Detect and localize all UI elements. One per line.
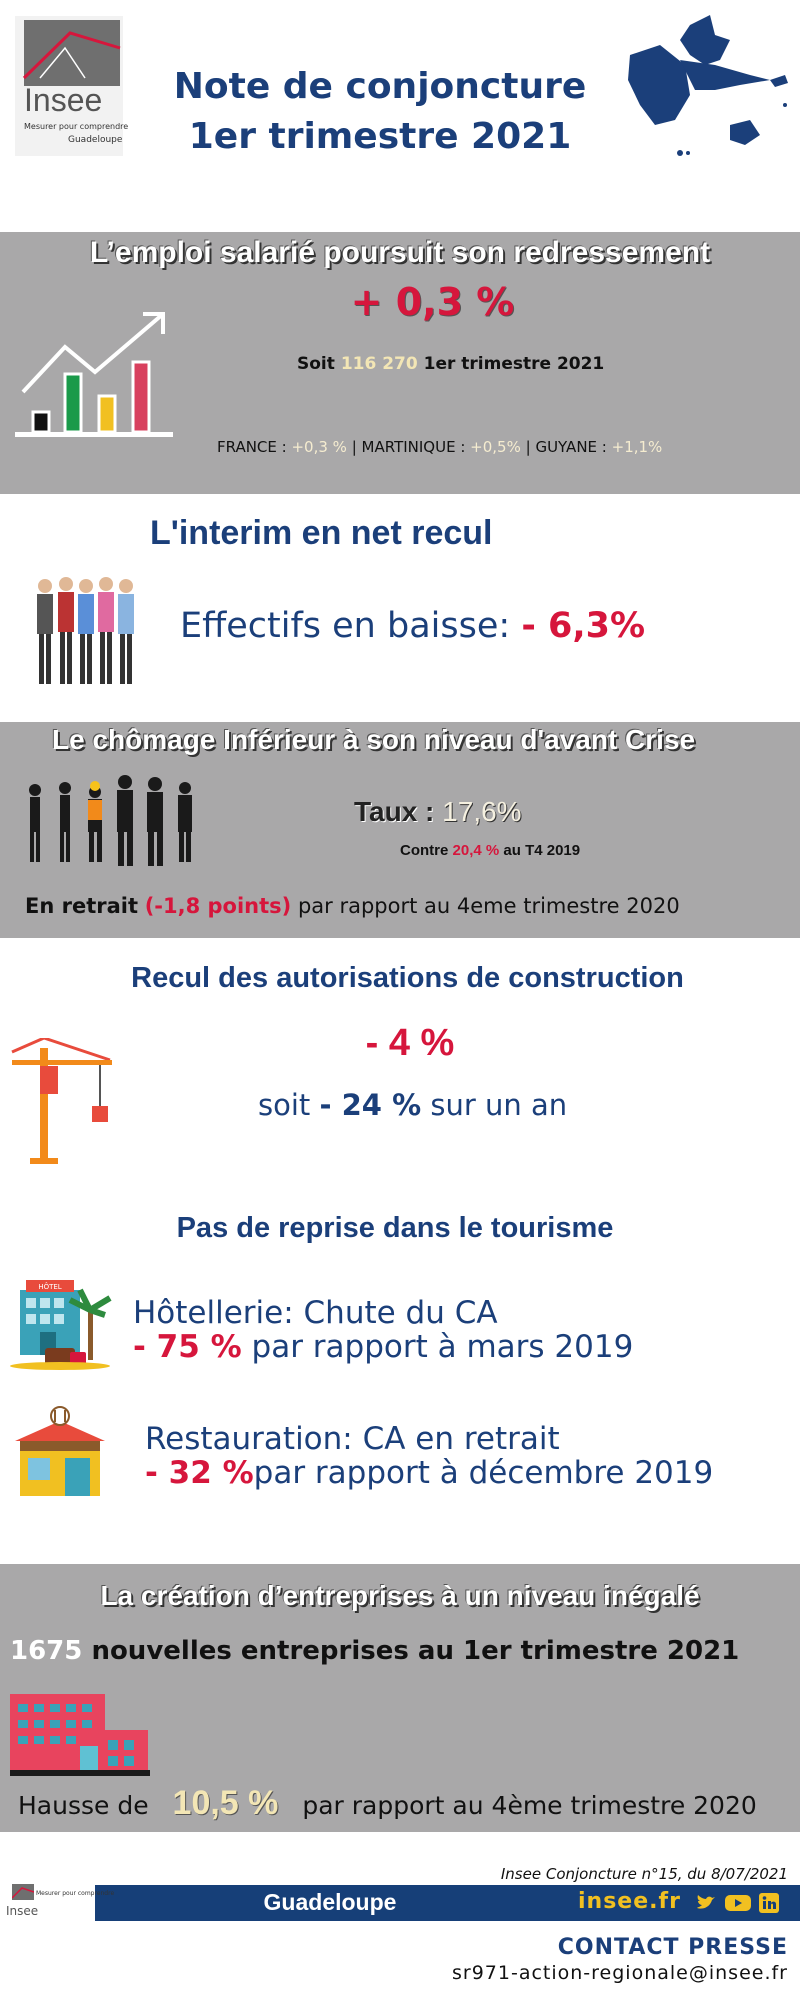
- contre-prefix: Contre: [400, 842, 449, 859]
- hotel-icon: [10, 1270, 120, 1370]
- workers-group-icon: [30, 574, 140, 689]
- count-suffix: nouvelles entreprises au 1er trimestre 2021: [91, 1636, 740, 1666]
- retrait-prefix: En retrait: [25, 894, 139, 918]
- chomage-contre: [400, 842, 580, 859]
- resto-suffix: par rapport à décembre 2019: [253, 1455, 714, 1491]
- construction-soit-suffix: sur un an: [430, 1088, 568, 1122]
- publication-ref: Insee Conjoncture n°15, du 8/07/2021: [500, 1865, 788, 1883]
- logo-region: Guadeloupe: [68, 135, 123, 145]
- chomage-retrait: [25, 894, 680, 918]
- footer-logo: [4, 1884, 115, 1922]
- interim-value: - 6,3%: [521, 606, 646, 646]
- hausse-value: 10,5 %: [172, 1784, 279, 1822]
- hotel-suffix: par rapport à mars 2019: [251, 1329, 634, 1365]
- twitter-icon[interactable]: [695, 1894, 717, 1912]
- workers-silhouettes-icon: [20, 770, 210, 870]
- guyane-label: GUYANE :: [535, 438, 607, 456]
- footer-region: Guadeloupe: [263, 1889, 397, 1915]
- construction-soit-prefix: soit: [258, 1088, 311, 1122]
- entreprises-title: La création d’entreprises à un niveau inégalé: [100, 1580, 700, 1611]
- insee-logo: [10, 8, 129, 160]
- contact-email-link[interactable]: sr971-action-regionale@insee.fr: [451, 1962, 788, 1984]
- construction-soit: [258, 1088, 567, 1122]
- hotel-line2: [133, 1330, 633, 1364]
- entreprises-hausse: [18, 1784, 757, 1823]
- page-title: [150, 62, 610, 162]
- interim-label: Effectifs en baisse:: [180, 606, 511, 646]
- entreprises-count: [10, 1636, 739, 1666]
- resto-text: [145, 1422, 713, 1490]
- logo-name: Insee: [24, 82, 103, 118]
- hausse-prefix: Hausse de: [18, 1791, 149, 1820]
- footer-logo-tagline: Mesurer pour comprendre: [36, 1890, 115, 1897]
- hotel-text: [133, 1296, 633, 1364]
- emploi-comparaison: FRANCE : +0,3 % | MARTINIQUE : +0,5% | GUYANE : +1,1%: [217, 438, 663, 456]
- retrait-suffix: par rapport au 4eme trimestre 2020: [297, 894, 680, 918]
- chomage-section: [0, 722, 800, 938]
- emploi-soit: [297, 354, 604, 374]
- footer-logo-name: Insee: [6, 1904, 39, 1918]
- building-icon: [10, 1694, 150, 1779]
- logo-tagline: Mesurer pour comprendre: [24, 122, 129, 131]
- restaurant-icon: [10, 1406, 110, 1506]
- interim-section: [0, 494, 800, 722]
- guyane-value: +1,1%: [611, 438, 663, 456]
- linkedin-icon[interactable]: [759, 1893, 779, 1913]
- tourisme-section: [0, 1188, 800, 1564]
- taux-label: Taux :: [354, 796, 435, 827]
- footer-logo-mark: [12, 1884, 34, 1900]
- crane-icon: [10, 1038, 120, 1168]
- entreprises-section: [0, 1564, 800, 1832]
- youtube-icon[interactable]: [725, 1894, 751, 1912]
- guadeloupe-map-icon: [620, 5, 800, 160]
- resto-value: - 32 %: [145, 1455, 254, 1491]
- retrait-value: (-1,8 points): [144, 894, 292, 918]
- tourisme-title: Pas de reprise dans le tourisme: [176, 1212, 614, 1244]
- footer-bar: [95, 1885, 800, 1921]
- contre-suffix: au T4 2019: [503, 842, 581, 859]
- hotel-value: - 75 %: [133, 1329, 242, 1365]
- resto-line1: Restauration: CA en retrait: [145, 1421, 560, 1457]
- growth-chart-icon: [15, 312, 175, 452]
- title-line1: Note de conjoncture: [173, 66, 587, 107]
- hausse-suffix: par rapport au 4ème trimestre 2020: [302, 1791, 757, 1820]
- interim-title: L'interim en net recul: [150, 514, 493, 552]
- construction-section: [0, 938, 800, 1188]
- emploi-section: [0, 232, 800, 494]
- chomage-taux: [354, 796, 522, 828]
- construction-value: - 4 %: [365, 1022, 455, 1064]
- martinique-label: MARTINIQUE :: [361, 438, 466, 456]
- count-value: 1675: [10, 1636, 83, 1666]
- taux-value: 17,6%: [442, 796, 522, 827]
- contact-title: CONTACT PRESSE: [557, 1935, 788, 1960]
- martinique-value: +0,5%: [470, 438, 521, 456]
- chomage-title: Le chômage Inférieur à son niveau d'avant Crise: [52, 724, 696, 755]
- contre-value: 20,4 %: [452, 842, 500, 859]
- interim-text: [180, 606, 645, 646]
- hotel-line1: Hôtellerie: Chute du CA: [133, 1295, 498, 1331]
- emploi-soit-suffix: 1er trimestre 2021: [423, 354, 605, 374]
- emploi-title: L’emploi salarié poursuit son redressement: [89, 236, 711, 269]
- emploi-soit-prefix: Soit: [297, 354, 335, 374]
- france-label: FRANCE :: [217, 438, 287, 456]
- construction-soit-value: - 24 %: [319, 1088, 422, 1122]
- hotel-sign: HÔTEL: [38, 1283, 62, 1291]
- construction-title: Recul des autorisations de construction: [131, 962, 684, 994]
- resto-line2: [145, 1456, 713, 1490]
- footer-site-link[interactable]: insee.fr: [578, 1889, 681, 1914]
- emploi-soit-value: 116 270: [340, 354, 418, 374]
- title-line2: 1er trimestre 2021: [188, 116, 572, 157]
- emploi-value: + 0,3 %: [350, 280, 515, 324]
- france-value: +0,3 %: [291, 438, 347, 456]
